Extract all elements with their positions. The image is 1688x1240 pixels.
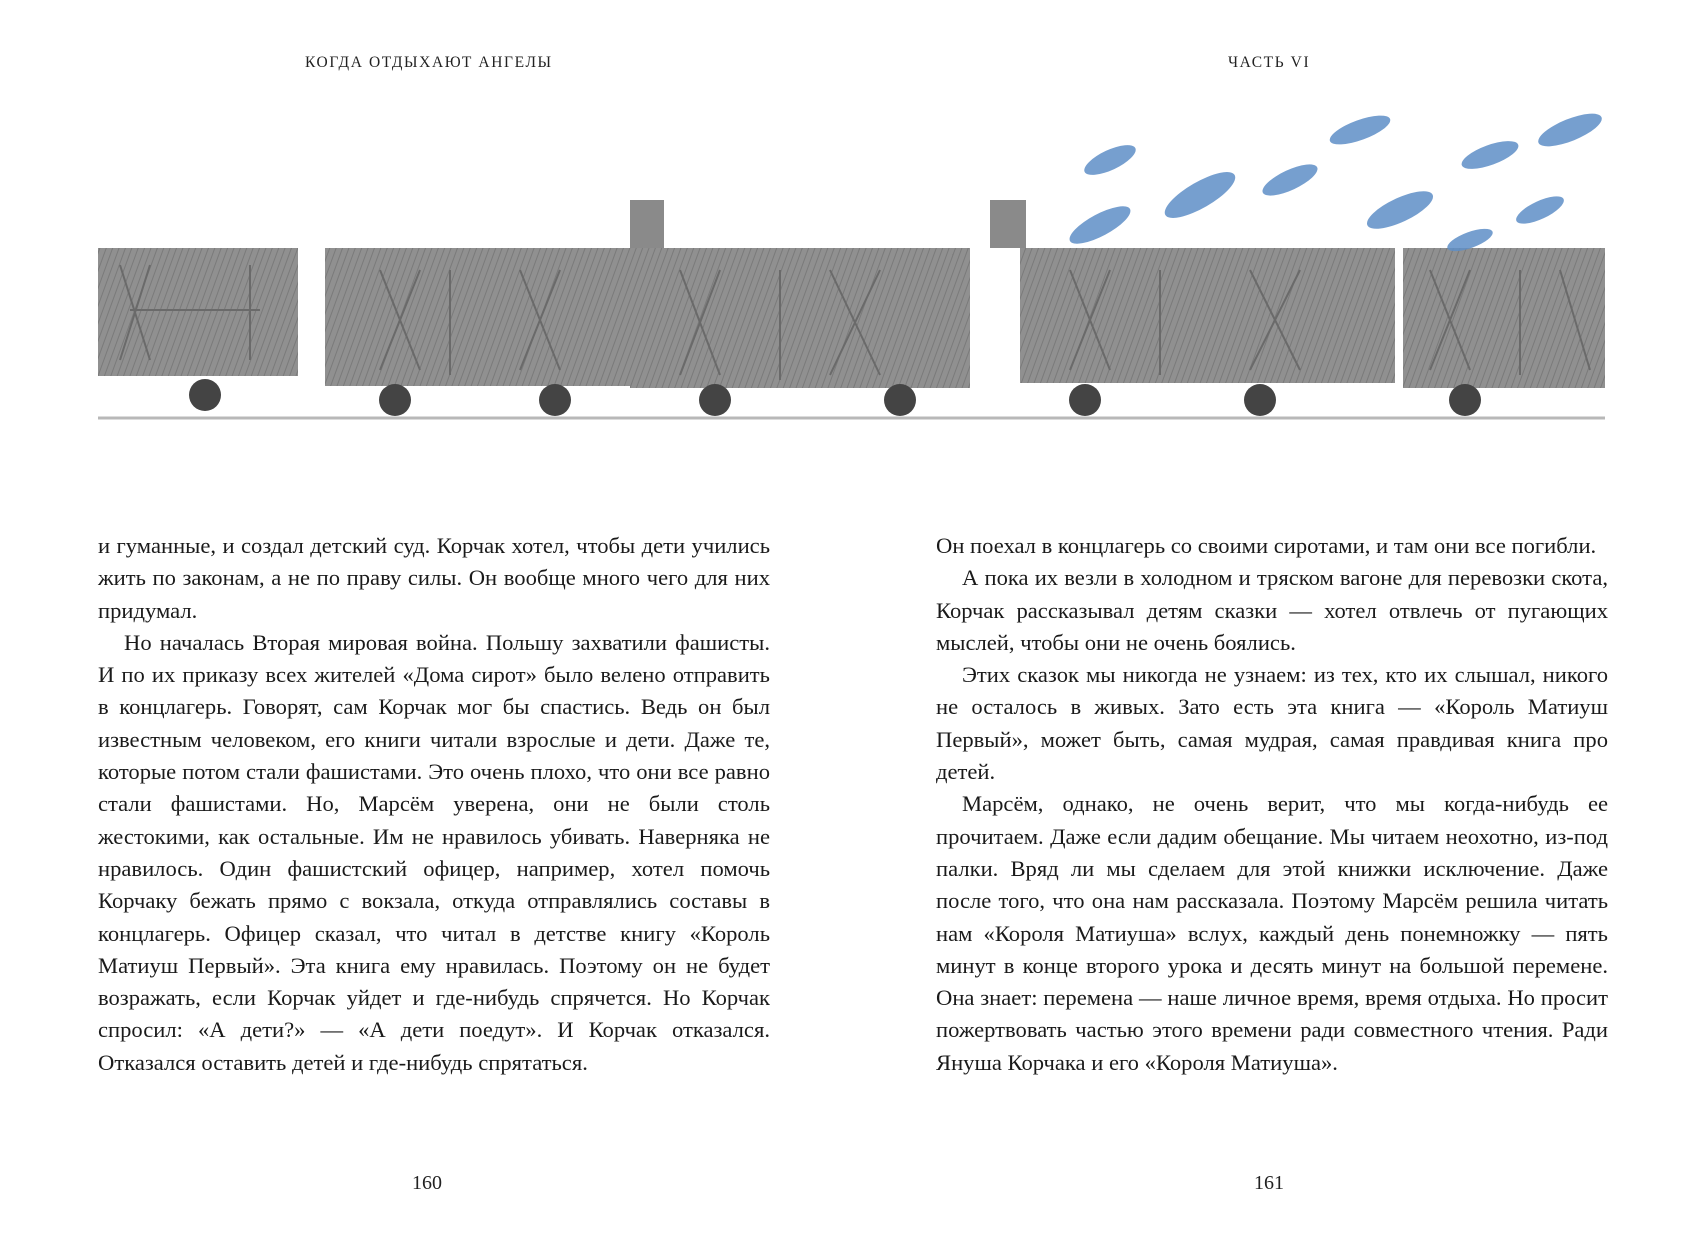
paragraph: Но началась Вторая мировая война. Польшу захватили фашисты. И по их приказу всех жителей «Дома сирот» было велено отправить в концлагерь. Говорят, сам Корчак мог бы спастись. Ведь он был известным человеком, его книги читали взрослые и дети. Даже те, которые потом стали фашистами. Это очень плохо, что они все равно стали фашистами. Но, Марсём уверена, они не были столь жестокими, как остальные. Им не нравилось убивать. Наверняка не нравилось. Один фашистский офицер, например, хотел помочь Корчаку бежать прямо с вокзала, откуда отправлялись составы в концлагерь. Офицер сказал, что читал в детстве книгу «Король Матиуш Первый». Эта книга ему нравилась. Поэтому он не будет возражать, если Корчак уйдет и где-нибудь спрячется. Но Корчак спросил: «А дети?» — «А дети поедут». И Корчак отказался. Отказался оставить детей и где-нибудь спрятаться. [98, 629, 770, 1075]
running-head: КОГДА ОТДЫХАЮТ АНГЕЛЫ [305, 54, 553, 71]
paragraph: Он поехал в концлагерь со своими сиротами, и там они все погибли. [936, 533, 1597, 558]
paragraph: Этих сказок мы никогда не узнаем: из тех, кто их слышал, никого не осталось в живых. Зато есть эта книга — «Король Матиуш Первый», может быть, самая мудрая, самая правдивая книга про детей. [936, 662, 1608, 785]
page-number: 161 [1254, 1172, 1284, 1194]
running-head: ЧАСТЬ VI [1228, 54, 1311, 71]
paragraph: и гуманные, и создал детский суд. Корчак хотел, чтобы дети учились жить по законам, а не по праву силы. Он вообще много чего для них придумал. [98, 533, 770, 623]
paragraph: А пока их везли в холодном и тряском вагоне для перевозки скота, Корчак рассказывал детям сказки — хотел отвлечь от пугающих мыслей, чтобы они не очень боялись. [936, 565, 1608, 655]
body-text [98, 530, 770, 1079]
body-text [936, 530, 1608, 1079]
paragraph: Марсём, однако, не очень верит, что мы когда-нибудь ее прочитаем. Даже если дадим обещание. Мы читаем неохотно, из-под палки. Вряд ли мы сделаем для этой книжки исключение. Даже после того, что она нам рассказала. Поэтому Марсём решила читать нам «Короля Матиуша» вслух, каждый день понемножку — пять минут в конце второго урока и десять минут на большой перемене. Она знает: перемена — наше личное время, время отдыха. Но просит пожертвовать частью этого времени ради совместного чтения. Ради Януша Корчака и его «Короля Матиуша». [936, 791, 1608, 1075]
page-number: 160 [412, 1172, 442, 1194]
right-page [844, 0, 1688, 1240]
